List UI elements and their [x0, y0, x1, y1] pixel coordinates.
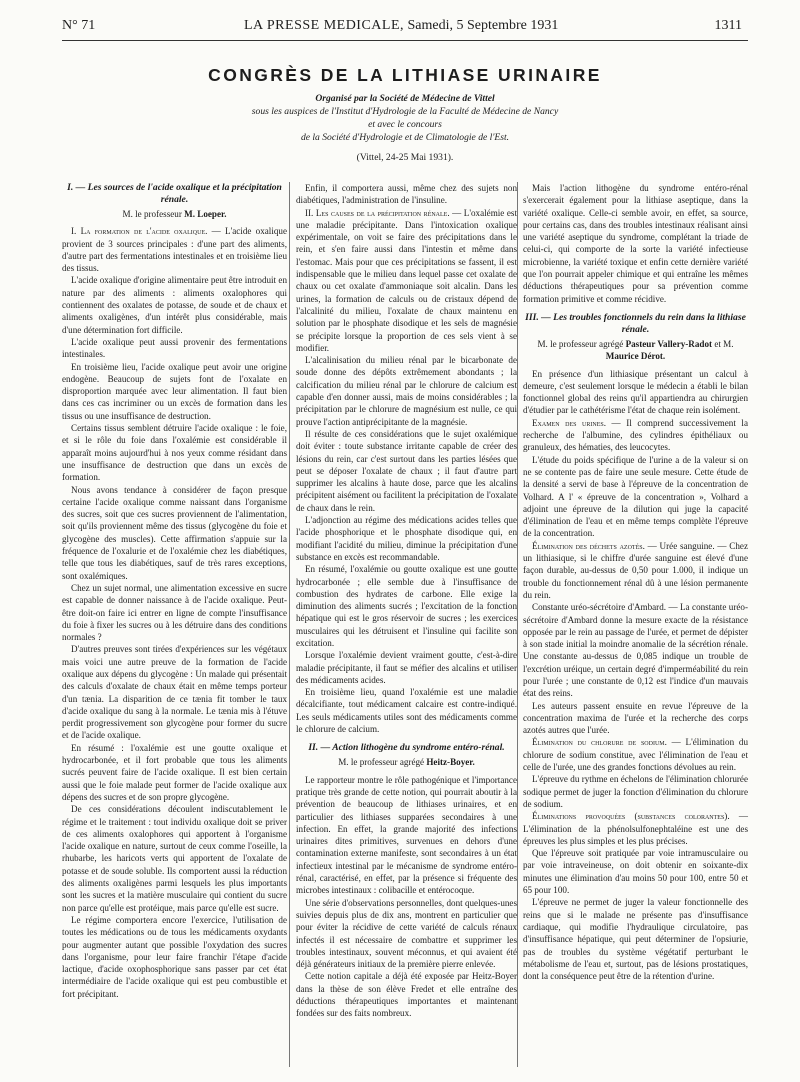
paragraph: En résumé, l'oxalémie ou goutte oxalique est une goutte hydrocarbonée ; elle semble due à l'insuffisance de combustion des hydrates de carbone. Elle exige la diminution des aliments sucrés ; l'excitation de la fonction hépatique qui est le gros réservoir de sucres ; les exercices musculaires qui les détruisent et l'insuline qui facilite son excitation. — [296, 564, 517, 648]
author-line — [523, 338, 748, 363]
paragraph-text: — L'élimination de la phénolsulfonephtaléine est une des épreuves les plus simples et les plus précises. — [523, 811, 748, 846]
paragraph: Nous avons tendance à considérer de façon presque certaine l'acide oxalique comme naissant dans l'organisme des sucres, soit que ces sucres proviennent de l'alimentation, soit qu'ils proviennent même des tissus (glycogène du foie et glycogène des muscles). Cette affirmation s'appuie sur la fréquence de l'oxalurie et de l'oxalémie chez les diabétiques, telle que tous les diabétiques, sauf de très rares exceptions, sont oxalémiques. — [62, 484, 287, 581]
paragraph: De ces considérations découlent indiscutablement le régime et le traitement : tout individu oxalique doit se priver de ces aliments oxalophores qui apportent à l'organisme l'acide oxalique en nature, surtout de ceux comme l'oseille, la rhubarbe, les haricots verts qui apportent de l'oxalate de potasse et de soude soluble. Ils comportent aussi la réduction des aliments oxaligènes parmi lesquels les plus importants sont les sucres et la matière musculaire qui contient du sucre non parce qu'elle est protéique, mais parce qu'elle est sucre. — [62, 804, 287, 913]
paragraph-lead: Éliminations provoquées (substances colorantes). — [532, 811, 730, 822]
section-title: II. — Action lithogène du syndrome entéro-rénal. — [308, 742, 505, 754]
paragraph: L'épreuve ne permet de juger la valeur fonctionnelle des reins que si le malade ne présente pas d'insuffisance cardiaque, qui modifie l'hydraulique circulatoire, pas d'insuffisance hépatique, qui peut déterminer de l'opsiurie, pas de troubles du système végétatif perturbant le métabolisme de l'eau et, surtout, pas de lésions prostatiques, dont la conséquence peut être de la rétention d'urine. — [523, 897, 748, 982]
paragraph: Une série d'observations personnelles, dont quelques-unes suivies depuis plus de dix ans, montrent en particulier que pour éviter la récidive de cette variété de calculs rénaux infectés il est nécessaire de combattre et supprimer les troubles intestinaux, souvent méconnus, et qui avaient été déjà générateurs initiaux de la première pierre enlevée. — [296, 897, 517, 970]
paragraph: Lorsque l'oxalémie devient vraiment goutte, c'est-à-dire maladie précipitante, il faut se méfier des alcalins et utiliser des médicaments acides. — [296, 650, 517, 685]
column-1 — [62, 182, 287, 1000]
paragraph-lead: II. Les causes de la précipitation rénale. — [305, 207, 450, 218]
article-columns — [62, 182, 748, 1072]
paragraph-text: — Urée sanguine. — Chez un lithiasique, si le chiffre d'urée sanguine est élevé d'une façon durable, au-dessus de 0,50 pour 1.000, il indique un trouble du fonctionnement rénal dû à une lésion permanente du rein. — [523, 540, 748, 600]
section-title: I. — Les sources de l'acide oxalique et la précipitation rénale. — [67, 182, 282, 205]
paragraph-text: — L'élimination du chlorure de sodium constitue, avec l'élimination de l'eau et celle de l'urée, une des grandes fonctions dévolues au rein. — [523, 737, 748, 773]
author-line — [296, 756, 517, 768]
paragraph: En résumé : l'oxalémie est une goutte oxalique et hydrocarbonée, et il fort probable que tous les aliments sucrés peuvent faire de l'acide oxalique. Il est bien certain aussi que le foie malade peut former de l'acide oxalique aux dépens des sucres et de son propre glycogène. — [62, 742, 287, 802]
paragraph: L'acide oxalique d'origine alimentaire peut être introduit en nature par des aliments : aliments oxalophores qui contiennent des oxalates de potasse, de soude et de chaux et aliments oxaligènes, d'un intérêt plus considérable, mais d'une détermination fort difficile. — [62, 275, 287, 335]
paragraph-lead: I. La formation de l'acide oxalique. — [71, 226, 208, 237]
paragraph-text: — L'acide oxalique provient de 3 sources principales : d'une part des aliments, d'autre part des fermentations intestinales et en troisième lieu des tissus. — [62, 226, 287, 274]
journal-line — [244, 18, 558, 34]
paragraph-lead: Élimination du chlorure de sodium. — [532, 737, 667, 748]
paragraph — [523, 417, 748, 454]
paragraph — [296, 207, 517, 355]
author-line — [62, 208, 287, 220]
paragraph: L'acide oxalique peut aussi provenir des fermentations intestinales. — [62, 336, 287, 360]
paragraph: L'alcalinisation du milieu rénal par le bicarbonate de soude donne des dépôts extrêmement abondants ; la calcification du milieu rénal par le chlorure de calcium est capable d'en donner aussi, mais de moins considérables ; la précipitation par le chlorure de magnésium est nulle, ce qui prouve l'action antiprécipitante de la magnésie. — [296, 355, 517, 427]
paragraph: L'épreuve du rythme en échelons de l'élimination chlorurée sodique permet de juger la fonction d'élimination du chlorure de sodium. — [523, 774, 748, 809]
paragraph: Le rapporteur montre le rôle pathogénique et l'importance pratique très grande de cette notion, qui pourrait aboutir à la prévention de beaucoup de lithiases urinaires, et en particulier des lithiases supparées secondaires à une infection. En effet, la grande majorité des infections urinaires dites primitives, survenues en dehors d'une contamination externe manifeste, sont secondaires à un état infectieux intestinal par le mécanisme de syndrome entéro-rénal, caractérisé, en effet, par la présence si fréquente des microbes intestinaux : colibacille et entérocoque. — [296, 774, 517, 896]
paragraph — [523, 736, 748, 773]
paragraph: Mais l'action lithogène du syndrome entéro-rénal s'exercerait également pour la lithiase aseptique, dans la variété oxalique. Celle-ci semble avoir, en effet, sa source, pour certains cas, dans des troubles intestinaux réalisant ainsi une variété aseptique du syndrome, complétant la triade de celui-ci, qui comporte de la sorte la variété infectieuse microbienne, la variété toxique et enfin cette dernière variété que l'on pourrait appeler chimique et qui entraîne les mêmes déductions thérapeutiques pour sa prévention comme formation primitive et comme récidive. — [523, 183, 748, 304]
paragraph: Que l'épreuve soit pratiquée par voie intramusculaire ou par voie intraveineuse, on doit obtenir en soixante-dix minutes une élimination d'au moins 50 pour 100, entre 50 et 65 pour 100. — [523, 848, 748, 896]
paragraph: Constante uréo-sécrétoire d'Ambard. — La constante uréo-sécrétoire d'Ambard donne la mesure exacte de la résistance opposée par le rein au passage de l'urée, et permet de dépister à son stade initial la moindre anomalie de la sécrétion rénale. Une constante au-dessus de 0,085 indique un trouble de l'excrétion uréique, un certain degré d'imperméabilité du rein pour l'urée ; une constante de 0,12 est l'indice d'un mauvais état des reins. — [523, 602, 748, 699]
column-2 — [296, 182, 517, 1020]
author-prefix: M. le professeur agrégé — [338, 757, 425, 768]
paragraph — [523, 540, 748, 601]
paragraph: Chez un sujet normal, une alimentation excessive en sucre est capable de donner naissance à de l'acide oxalique. Peut-être doit-on faire ici entrer en ligne de compte l'insuffisance du foie à fixer les sucres ou à les détruire dans des conditions normales ? — [62, 582, 287, 643]
place-date: (Vittel, 24-25 Mai 1931). — [356, 152, 454, 163]
organizer-line: Organisé par la Société de Médecine de Vittel — [315, 93, 495, 104]
paragraph: Il résulte de ces considérations que le sujet oxalémique doit éviter : toute substance irritante capable de créer des lésions du rein, car c'est surtout dans les parties lésées que peut se déposer l'oxalate de chaux ; il faut d'autre part supprimer les alcalins à haute dose, parce que les alcalins précipitent aisément ou facilitent la précipitation de l'oxalate de chaux dans le rein. — [296, 428, 517, 513]
congress-title: CONGRÈS DE LA LITHIASE URINAIRE — [208, 65, 602, 85]
paragraph — [62, 225, 287, 274]
paragraph — [523, 810, 748, 847]
issue-number: N° 71 — [62, 18, 96, 33]
column-3 — [523, 182, 748, 982]
paragraph: Le régime comportera encore l'exercice, l'utilisation de toutes les médications ou de tous les médicaments oxydants pour augmenter autant que possible l'oxydation des sucres dans l'organisme, pour leur faire franchir l'étape d'acide lactique, d'acide oxophosphorique sans passer par cet état intermédiaire de l'acide oxalique qui est peu combustible et fort précipitant. — [62, 914, 287, 999]
paragraph: En troisième lieu, quand l'oxalémie est une maladie décalcifiante, tout médicament calcaire est contre-indiqué. Les seuls médicaments utiles sont des médicaments comme le chlorure de calcium. — [296, 687, 517, 735]
paragraph: En présence d'un lithiasique présentant un calcul à demeure, c'est seulement lorsque le médecin a établi le bilan fonctionnel global des reins qu'il appartiendra au chirurgien d'étudier par le cathétérisme l'état de chaque rein isolément. — [523, 368, 748, 416]
society-line: de la Société d'Hydrologie et de Climatologie de l'Est. — [300, 132, 510, 143]
paragraph: D'autres preuves sont tirées d'expériences sur les végétaux mais voici une autre preuve de la formation de l'acide oxalique aux dépens du glycogène : Un malade qui présentait des calculs d'oxalate de chaux était en même temps porteur d'un tænia. La disparition de ce tænia fit tomber le taux d'acide oxalique du sang à la normale. Le tænia mis à l'étuve perdit progressivement son glycogène pour former du sucre et de l'acide oxalique. — [62, 644, 287, 741]
running-header — [62, 18, 742, 40]
journal-name: LA PRESSE MEDICALE, — [244, 18, 405, 33]
section-title: III. — Les troubles fonctionnels du rein dans la lithiase rénale. — [525, 311, 746, 335]
congress-banner — [62, 64, 748, 163]
concours-line: et avec le concours — [368, 119, 442, 130]
paragraph-lead: Élimination des déchets azotés. — [532, 540, 645, 551]
paragraph: En troisième lieu, l'acide oxalique peut avoir une origine endogène. Beaucoup de sujets font de l'oxalate en disproportion marquée avec leur alimentation. Il faut bien dans ces cas incriminer ou un excès de formation dans les tissus ou une insuffisance de destruction. — [62, 361, 287, 421]
auspices-line: sous les auspices de l'Institut d'Hydrologie de la Faculté de Médecine de Nancy — [251, 106, 559, 117]
author-name: M. Loeper. — [184, 209, 227, 219]
header-rule — [62, 40, 748, 41]
author-join: et M. — [714, 338, 734, 349]
paragraph: L'étude du poids spécifique de l'urine a de la valeur si on ne se contente pas de faire une seule mesure. Cette étude de la densité a servi de base à l'épreuve de la concentration de Volhard. A l' « épreuve de la concentration », Volhard a adjoint une épreuve de la dilution qui juge la capacité d'élimination de l'eau et en même temps complète l'épreuve de la concentration. — [523, 454, 748, 539]
author-prefix: M. le professeur — [122, 209, 182, 219]
author-name: Heitz-Boyer. — [426, 757, 475, 768]
author-name: Pasteur Vallery-Radot — [625, 338, 713, 349]
paragraph: Certains tissus semblent détruire l'acide oxalique : le foie, et si le rôle du foie dans l'oxalémie est considérable il apparaît moins aujourd'hui à nos yeux comme résidant dans une insuffisance de destruction que dans un excès de formation. — [62, 423, 287, 483]
paragraph: L'adjonction au régime des médications acides telles que l'acide phosphorique et le phosphate disodique qui, en modifiant l'acidité du milieu, diminue la précipitation d'une substance en excès est recommandable. — [296, 515, 517, 562]
issue-date: Samedi, 5 Septembre 1931 — [407, 18, 559, 33]
author-prefix: M. le professeur agrégé — [537, 338, 624, 349]
author-name-2: Maurice Dérot. — [605, 351, 666, 362]
paragraph: Cette notion capitale a déjà été exposée par Heitz-Boyer dans la thèse de son élève Fredet et elle entraîne des déductions thérapeutiques importantes et maintenant fondées sur des faits nombreux. — [296, 971, 517, 1019]
paragraph-text: — L'oxalémie est une maladie précipitante. Dans l'intoxication oxalique expérimentale, on voit se faire des précipitations dans le rein, et s'en faire aussi dans l'intestin et même dans l'estomac. Mais pour que ces précipitations se fassent, il est indispensable que le milieu dans lequel passe cet oxalate de chaux ou cet oxalate d'ammoniaque soit alcalin. Dans les urines, la formation de calculs ou de cristaux dépend de l'alcalinité du milieu, l'oxalate de chaux maintenu en solution par le phosphate disodique et les sels de magnésie se précipite lorsque la proportion de ces sels vient à se modifier. — [296, 207, 517, 353]
paragraph: Les auteurs passent ensuite en revue l'épreuve de la concentration maxima de l'urée et la recherche des corps azotés autres que l'urée. — [523, 700, 748, 736]
paragraph-lead: Examen des urines. — [532, 417, 606, 428]
paragraph: Enfin, il comportera aussi, même chez des sujets non diabétiques, l'administration de l'insuline. — [296, 183, 517, 206]
page-number: 1311 — [714, 18, 742, 33]
paragraph-text: — Il comprend successivement la recherche de l'albumine, des cylindres épithéliaux ou granuleux, des hématies, des leucocytes. — [523, 417, 748, 453]
